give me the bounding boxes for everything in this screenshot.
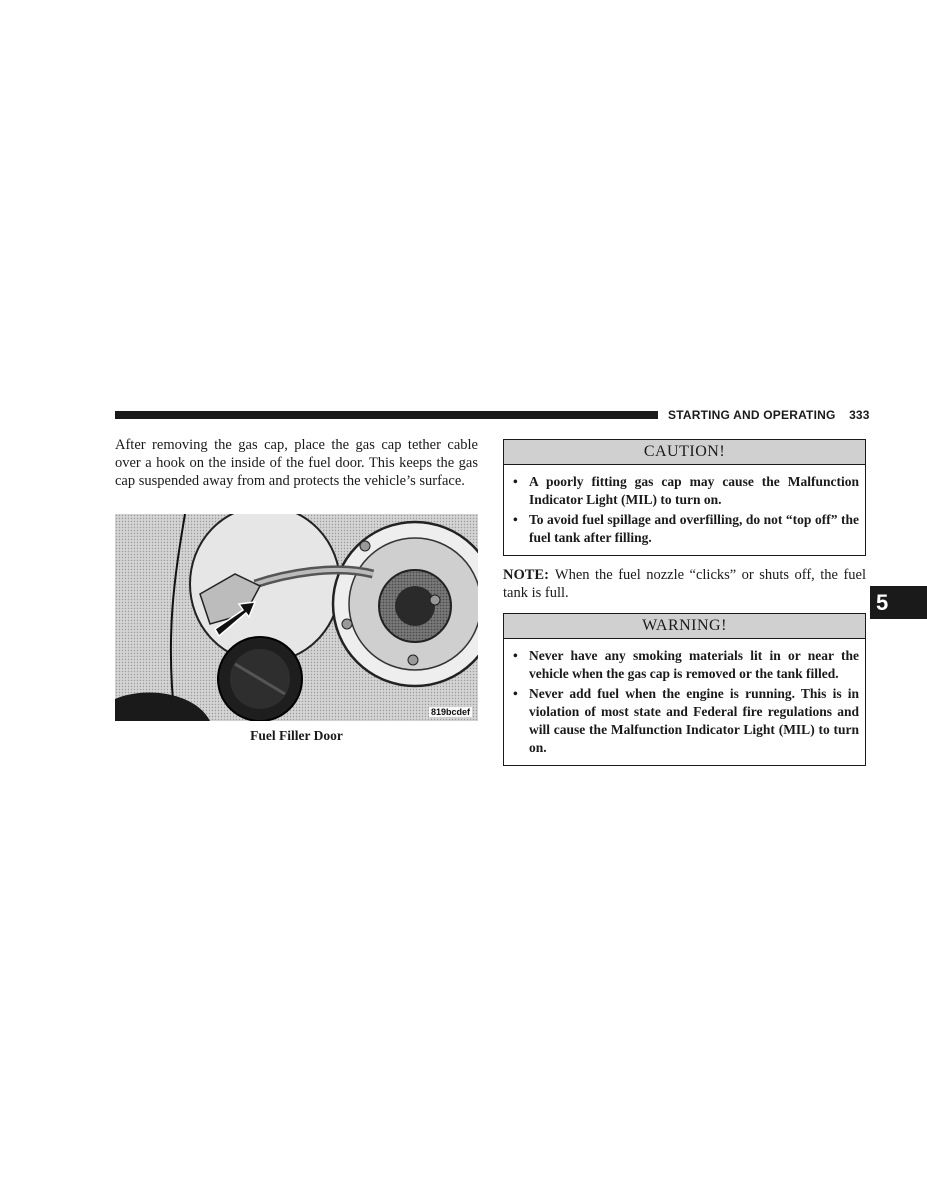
note-paragraph	[503, 566, 866, 602]
fuel-filler-door-illustration	[115, 514, 478, 721]
warning-item-text: Never have any smoking materials lit in or near the vehicle when the gas cap is removed or the tank filled.	[529, 648, 859, 681]
warning-title: WARNING!	[504, 614, 865, 639]
section-title: STARTING AND OPERATING	[668, 408, 836, 422]
figure-code: 819bcdef	[430, 707, 470, 717]
chapter-tab: 5	[870, 586, 927, 619]
bullet-icon: •	[513, 474, 518, 489]
fuel-door-drawing	[115, 514, 478, 721]
running-header	[668, 408, 870, 422]
warning-item	[512, 685, 859, 757]
caution-box	[503, 439, 866, 556]
bullet-icon: •	[513, 512, 518, 527]
warning-box	[503, 613, 866, 766]
header-rule	[115, 411, 658, 419]
caution-item	[512, 473, 859, 509]
caution-item-text: A poorly fitting gas cap may cause the Malfunction Indicator Light (MIL) to turn on.	[529, 474, 859, 507]
bullet-icon: •	[513, 686, 518, 701]
note-text: When the fuel nozzle “clicks” or shuts off, the fuel tank is full.	[503, 567, 866, 601]
warning-list	[504, 639, 865, 765]
page-number: 333	[849, 408, 870, 422]
caution-item-text: To avoid fuel spillage and overfilling, do not “top off” the fuel tank after filling.	[529, 512, 859, 545]
figure-caption: Fuel Filler Door	[250, 728, 343, 743]
caution-title: CAUTION!	[504, 440, 865, 465]
caution-item	[512, 511, 859, 547]
intro-paragraph: After removing the gas cap, place the gas cap tether cable over a hook on the inside of the fuel door. This keeps the gas cap suspended away from and protects the vehicle’s surface.	[115, 437, 478, 489]
warning-item-text: Never add fuel when the engine is running. This is in violation of most state and Federal fire regulations and will cause the Malfunction Indicator Light (MIL) to turn on.	[529, 686, 859, 755]
note-label: NOTE:	[503, 567, 549, 583]
caution-list	[504, 465, 865, 555]
warning-item	[512, 647, 859, 683]
bullet-icon: •	[513, 648, 518, 663]
